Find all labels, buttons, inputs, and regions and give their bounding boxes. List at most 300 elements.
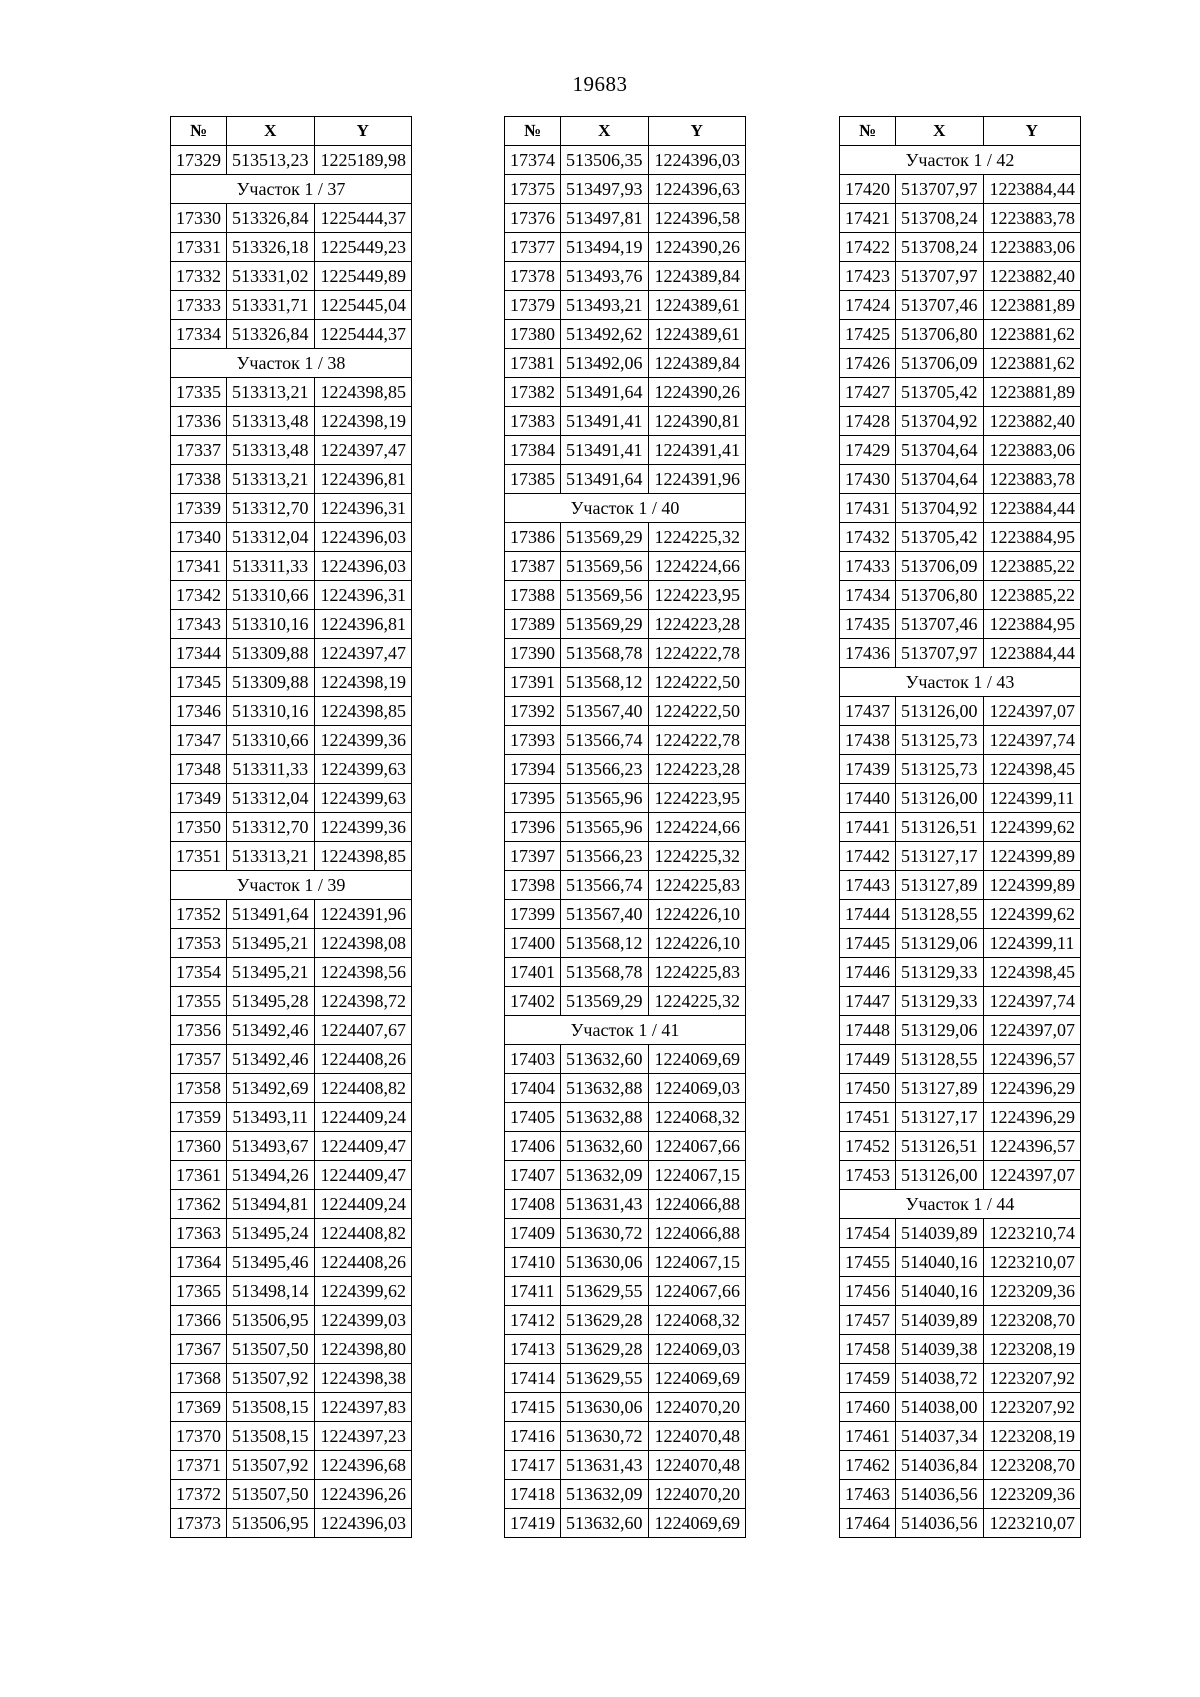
coord-y: 1224397,74 (983, 987, 1081, 1016)
coord-x: 513565,96 (561, 784, 649, 813)
coord-y: 1223208,70 (983, 1306, 1081, 1335)
coord-x: 513508,15 (227, 1422, 315, 1451)
point-number: 17381 (505, 349, 561, 378)
coord-y: 1224399,63 (314, 755, 412, 784)
table-row (840, 581, 1081, 610)
table-row (840, 1045, 1081, 1074)
coord-y: 1223882,40 (983, 407, 1081, 436)
header-row (171, 117, 412, 146)
coord-y: 1224224,66 (648, 552, 746, 581)
coord-y: 1224390,81 (648, 407, 746, 436)
coord-x: 513569,29 (561, 523, 649, 552)
point-number: 17352 (171, 900, 227, 929)
table-row (505, 813, 746, 842)
coord-y: 1224226,10 (648, 929, 746, 958)
table-row (840, 1451, 1081, 1480)
coord-y: 1224067,15 (648, 1161, 746, 1190)
point-number: 17449 (840, 1045, 896, 1074)
coord-x: 513497,93 (561, 175, 649, 204)
coord-x: 513494,81 (227, 1190, 315, 1219)
coord-y: 1224396,29 (983, 1103, 1081, 1132)
point-number: 17399 (505, 900, 561, 929)
table-row (171, 204, 412, 233)
coord-y: 1223884,44 (983, 175, 1081, 204)
coord-y: 1225444,37 (314, 204, 412, 233)
coord-x: 513493,11 (227, 1103, 315, 1132)
table-row (505, 1364, 746, 1393)
coord-y: 1224396,57 (983, 1045, 1081, 1074)
point-number: 17361 (171, 1161, 227, 1190)
point-number: 17366 (171, 1306, 227, 1335)
page-number: 19683 (572, 72, 628, 96)
table-row (171, 784, 412, 813)
coord-x: 513507,92 (227, 1364, 315, 1393)
table-row (505, 639, 746, 668)
table-row (840, 320, 1081, 349)
coord-y: 1224399,11 (983, 784, 1081, 813)
coord-y: 1224069,03 (648, 1335, 746, 1364)
point-number: 17370 (171, 1422, 227, 1451)
coord-x: 513331,02 (227, 262, 315, 291)
coord-x: 513494,19 (561, 233, 649, 262)
coord-y: 1224066,88 (648, 1219, 746, 1248)
point-number: 17392 (505, 697, 561, 726)
coord-x: 513568,78 (561, 639, 649, 668)
table-row (840, 1364, 1081, 1393)
coord-y: 1224399,63 (314, 784, 412, 813)
point-number: 17404 (505, 1074, 561, 1103)
table-row (505, 146, 746, 175)
coord-y: 1224398,45 (983, 958, 1081, 987)
coord-y: 1224399,62 (983, 900, 1081, 929)
coord-y: 1223209,36 (983, 1480, 1081, 1509)
column-header-x: X (227, 117, 315, 146)
coord-y: 1224398,72 (314, 987, 412, 1016)
coord-x: 513495,46 (227, 1248, 315, 1277)
section-row (840, 668, 1081, 697)
coord-x: 513706,80 (896, 581, 984, 610)
point-number: 17331 (171, 233, 227, 262)
point-number: 17457 (840, 1306, 896, 1335)
coord-y: 1224391,96 (314, 900, 412, 929)
coord-y: 1224225,32 (648, 842, 746, 871)
coord-y: 1224396,63 (648, 175, 746, 204)
coord-x: 513313,48 (227, 407, 315, 436)
table-row (171, 1277, 412, 1306)
point-number: 17345 (171, 668, 227, 697)
table-row (171, 842, 412, 871)
point-number: 17391 (505, 668, 561, 697)
coord-y: 1224070,20 (648, 1393, 746, 1422)
coord-y: 1224396,68 (314, 1451, 412, 1480)
table-row (840, 1074, 1081, 1103)
point-number: 17431 (840, 494, 896, 523)
table-row (171, 1393, 412, 1422)
coord-y: 1224399,11 (983, 929, 1081, 958)
coord-x: 513568,78 (561, 958, 649, 987)
point-number: 17433 (840, 552, 896, 581)
coord-x: 513632,88 (561, 1103, 649, 1132)
coord-x: 513630,72 (561, 1219, 649, 1248)
point-number: 17429 (840, 436, 896, 465)
coord-y: 1223881,62 (983, 320, 1081, 349)
coord-x: 513631,43 (561, 1190, 649, 1219)
coord-y: 1223208,19 (983, 1335, 1081, 1364)
point-number: 17427 (840, 378, 896, 407)
coord-x: 513312,70 (227, 494, 315, 523)
point-number: 17396 (505, 813, 561, 842)
table-row (505, 523, 746, 552)
table-row (171, 726, 412, 755)
coord-x: 513326,18 (227, 233, 315, 262)
coord-x: 513312,04 (227, 784, 315, 813)
coord-x: 513706,09 (896, 349, 984, 378)
table-row (840, 726, 1081, 755)
table-row (171, 523, 412, 552)
point-number: 17375 (505, 175, 561, 204)
table-row (171, 552, 412, 581)
coord-x: 513569,56 (561, 581, 649, 610)
table-row (505, 900, 746, 929)
table-row (505, 1132, 746, 1161)
point-number: 17415 (505, 1393, 561, 1422)
point-number: 17448 (840, 1016, 896, 1045)
coord-x: 513129,06 (896, 1016, 984, 1045)
table-row (505, 1306, 746, 1335)
table-row (505, 1451, 746, 1480)
coord-y: 1224408,26 (314, 1248, 412, 1277)
point-number: 17460 (840, 1393, 896, 1422)
coord-y: 1224398,80 (314, 1335, 412, 1364)
coord-x: 513495,28 (227, 987, 315, 1016)
coord-x: 513494,26 (227, 1161, 315, 1190)
coord-x: 513565,96 (561, 813, 649, 842)
section-row (171, 349, 412, 378)
coord-x: 513630,06 (561, 1393, 649, 1422)
table-row (505, 175, 746, 204)
coord-x: 513311,33 (227, 755, 315, 784)
coord-x: 513708,24 (896, 204, 984, 233)
coord-x: 513708,24 (896, 233, 984, 262)
coord-x: 513310,16 (227, 697, 315, 726)
table-row (505, 262, 746, 291)
table-row (505, 552, 746, 581)
point-number: 17405 (505, 1103, 561, 1132)
point-number: 17421 (840, 204, 896, 233)
table-row (505, 871, 746, 900)
coord-x: 513706,09 (896, 552, 984, 581)
table-row (840, 813, 1081, 842)
coord-y: 1224396,03 (314, 552, 412, 581)
coord-y: 1224224,66 (648, 813, 746, 842)
coord-x: 513126,00 (896, 697, 984, 726)
coord-x: 513309,88 (227, 639, 315, 668)
coord-y: 1223209,36 (983, 1277, 1081, 1306)
point-number: 17360 (171, 1132, 227, 1161)
coord-y: 1223881,62 (983, 349, 1081, 378)
coord-x: 514038,00 (896, 1393, 984, 1422)
coord-x: 513326,84 (227, 320, 315, 349)
table-row (840, 784, 1081, 813)
coord-x: 513129,33 (896, 987, 984, 1016)
section-title: Участок 1 / 44 (840, 1190, 1081, 1219)
coordinates-table-3 (839, 116, 1081, 1538)
point-number: 17357 (171, 1045, 227, 1074)
coord-x: 513630,72 (561, 1422, 649, 1451)
coord-x: 513491,64 (561, 465, 649, 494)
point-number: 17364 (171, 1248, 227, 1277)
table-row (171, 262, 412, 291)
table-row (840, 1509, 1081, 1538)
coord-x: 513331,71 (227, 291, 315, 320)
coord-x: 514039,89 (896, 1219, 984, 1248)
point-number: 17335 (171, 378, 227, 407)
coord-x: 514039,38 (896, 1335, 984, 1364)
section-title: Участок 1 / 40 (505, 494, 746, 523)
table-row (840, 755, 1081, 784)
point-number: 17355 (171, 987, 227, 1016)
table-row (171, 1045, 412, 1074)
coord-x: 513704,64 (896, 436, 984, 465)
point-number: 17382 (505, 378, 561, 407)
coord-x: 513491,41 (561, 407, 649, 436)
coord-x: 513492,69 (227, 1074, 315, 1103)
coord-y: 1224222,50 (648, 668, 746, 697)
coordinates-table-2 (504, 116, 746, 1538)
coord-y: 1223885,22 (983, 581, 1081, 610)
table-row (840, 523, 1081, 552)
coord-y: 1223883,06 (983, 233, 1081, 262)
coord-y: 1224397,47 (314, 436, 412, 465)
point-number: 17340 (171, 523, 227, 552)
coord-x: 513310,16 (227, 610, 315, 639)
coord-y: 1224067,66 (648, 1277, 746, 1306)
coord-x: 514040,16 (896, 1248, 984, 1277)
coord-y: 1224397,47 (314, 639, 412, 668)
coord-y: 1224399,36 (314, 726, 412, 755)
coord-y: 1224070,48 (648, 1422, 746, 1451)
table-row (505, 1335, 746, 1364)
table-row (505, 1393, 746, 1422)
point-number: 17363 (171, 1219, 227, 1248)
coord-y: 1224396,81 (314, 465, 412, 494)
coord-x: 513498,14 (227, 1277, 315, 1306)
table-row (840, 1335, 1081, 1364)
coord-x: 513513,23 (227, 146, 315, 175)
coord-y: 1224225,32 (648, 523, 746, 552)
point-number: 17350 (171, 813, 227, 842)
coord-x: 513491,41 (561, 436, 649, 465)
point-number: 17359 (171, 1103, 227, 1132)
point-number: 17453 (840, 1161, 896, 1190)
coord-x: 513630,06 (561, 1248, 649, 1277)
point-number: 17387 (505, 552, 561, 581)
coord-y: 1223210,74 (983, 1219, 1081, 1248)
coord-y: 1224396,81 (314, 610, 412, 639)
coord-y: 1224398,85 (314, 842, 412, 871)
table-row (505, 1480, 746, 1509)
coord-y: 1224223,95 (648, 784, 746, 813)
coord-x: 513312,70 (227, 813, 315, 842)
coord-x: 513631,43 (561, 1451, 649, 1480)
point-number: 17365 (171, 1277, 227, 1306)
coord-x: 513566,74 (561, 726, 649, 755)
section-row (171, 175, 412, 204)
point-number: 17362 (171, 1190, 227, 1219)
coord-y: 1223208,19 (983, 1422, 1081, 1451)
point-number: 17395 (505, 784, 561, 813)
table-row (840, 436, 1081, 465)
table-row (171, 1248, 412, 1277)
table-row (171, 929, 412, 958)
table-row (505, 842, 746, 871)
coord-x: 513326,84 (227, 204, 315, 233)
table-row (505, 1074, 746, 1103)
point-number: 17410 (505, 1248, 561, 1277)
coord-y: 1224222,50 (648, 697, 746, 726)
table-row (840, 291, 1081, 320)
point-number: 17446 (840, 958, 896, 987)
table-row (840, 1161, 1081, 1190)
coord-x: 513569,29 (561, 987, 649, 1016)
section-row (505, 1016, 746, 1045)
point-number: 17406 (505, 1132, 561, 1161)
point-number: 17385 (505, 465, 561, 494)
point-number: 17341 (171, 552, 227, 581)
table-row (840, 1016, 1081, 1045)
coord-y: 1224398,08 (314, 929, 412, 958)
coord-x: 513128,55 (896, 1045, 984, 1074)
table-row (840, 465, 1081, 494)
point-number: 17450 (840, 1074, 896, 1103)
table-row (171, 1016, 412, 1045)
table-row (505, 436, 746, 465)
coord-x: 513495,21 (227, 958, 315, 987)
coord-y: 1224399,62 (314, 1277, 412, 1306)
section-row (171, 871, 412, 900)
table-row (840, 552, 1081, 581)
table-row (171, 1335, 412, 1364)
point-number: 17346 (171, 697, 227, 726)
coord-y: 1224067,66 (648, 1132, 746, 1161)
coord-y: 1224398,38 (314, 1364, 412, 1393)
coord-y: 1223884,44 (983, 494, 1081, 523)
coord-y: 1224396,31 (314, 494, 412, 523)
table-row (840, 204, 1081, 233)
point-number: 17394 (505, 755, 561, 784)
coord-x: 513125,73 (896, 726, 984, 755)
table-row (171, 813, 412, 842)
table-row (840, 697, 1081, 726)
table-row (840, 610, 1081, 639)
coord-x: 514039,89 (896, 1306, 984, 1335)
coord-x: 513704,92 (896, 407, 984, 436)
coord-y: 1224398,56 (314, 958, 412, 987)
coord-y: 1224391,96 (648, 465, 746, 494)
table-row (840, 1132, 1081, 1161)
point-number: 17348 (171, 755, 227, 784)
coord-y: 1224223,28 (648, 755, 746, 784)
coord-x: 513629,28 (561, 1306, 649, 1335)
coord-y: 1224399,89 (983, 842, 1081, 871)
coord-x: 513707,46 (896, 610, 984, 639)
table-row (505, 1277, 746, 1306)
coord-x: 513569,56 (561, 552, 649, 581)
point-number: 17439 (840, 755, 896, 784)
coord-x: 514040,16 (896, 1277, 984, 1306)
coord-x: 513707,97 (896, 639, 984, 668)
coord-y: 1224407,67 (314, 1016, 412, 1045)
table-row (505, 1161, 746, 1190)
point-number: 17403 (505, 1045, 561, 1074)
point-number: 17454 (840, 1219, 896, 1248)
coord-y: 1224069,03 (648, 1074, 746, 1103)
point-number: 17441 (840, 813, 896, 842)
point-number: 17443 (840, 871, 896, 900)
point-number: 17425 (840, 320, 896, 349)
coord-y: 1224408,82 (314, 1074, 412, 1103)
coord-y: 1224398,85 (314, 697, 412, 726)
coord-y: 1223207,92 (983, 1364, 1081, 1393)
table-row (505, 407, 746, 436)
coord-y: 1224408,82 (314, 1219, 412, 1248)
column-header-x: X (561, 117, 649, 146)
coord-y: 1224397,07 (983, 697, 1081, 726)
table-row (840, 871, 1081, 900)
point-number: 17452 (840, 1132, 896, 1161)
point-number: 17447 (840, 987, 896, 1016)
table-row (171, 755, 412, 784)
table-row (505, 291, 746, 320)
coord-y: 1224225,83 (648, 871, 746, 900)
table-row (840, 1277, 1081, 1306)
point-number: 17408 (505, 1190, 561, 1219)
coord-y: 1224396,29 (983, 1074, 1081, 1103)
coord-x: 513493,21 (561, 291, 649, 320)
table-row (505, 784, 746, 813)
coord-x: 513310,66 (227, 726, 315, 755)
coord-x: 513707,46 (896, 291, 984, 320)
coord-x: 513567,40 (561, 697, 649, 726)
coord-y: 1224397,74 (983, 726, 1081, 755)
point-number: 17442 (840, 842, 896, 871)
coord-x: 513706,80 (896, 320, 984, 349)
coord-x: 513569,29 (561, 610, 649, 639)
point-number: 17417 (505, 1451, 561, 1480)
table-row (171, 1161, 412, 1190)
coord-x: 513568,12 (561, 668, 649, 697)
table-row (505, 465, 746, 494)
table-row (171, 1190, 412, 1219)
table-row (505, 1219, 746, 1248)
coord-y: 1224397,07 (983, 1161, 1081, 1190)
table-row (505, 668, 746, 697)
point-number: 17416 (505, 1422, 561, 1451)
coord-x: 513506,95 (227, 1509, 315, 1538)
point-number: 17426 (840, 349, 896, 378)
column-header-y: Y (314, 117, 412, 146)
table-row (840, 378, 1081, 407)
table-row (505, 204, 746, 233)
coord-y: 1224408,26 (314, 1045, 412, 1074)
coord-x: 513126,51 (896, 1132, 984, 1161)
table-row (505, 378, 746, 407)
coord-y: 1223210,07 (983, 1248, 1081, 1277)
coord-x: 513567,40 (561, 900, 649, 929)
table-row (171, 494, 412, 523)
point-number: 17393 (505, 726, 561, 755)
point-number: 17464 (840, 1509, 896, 1538)
